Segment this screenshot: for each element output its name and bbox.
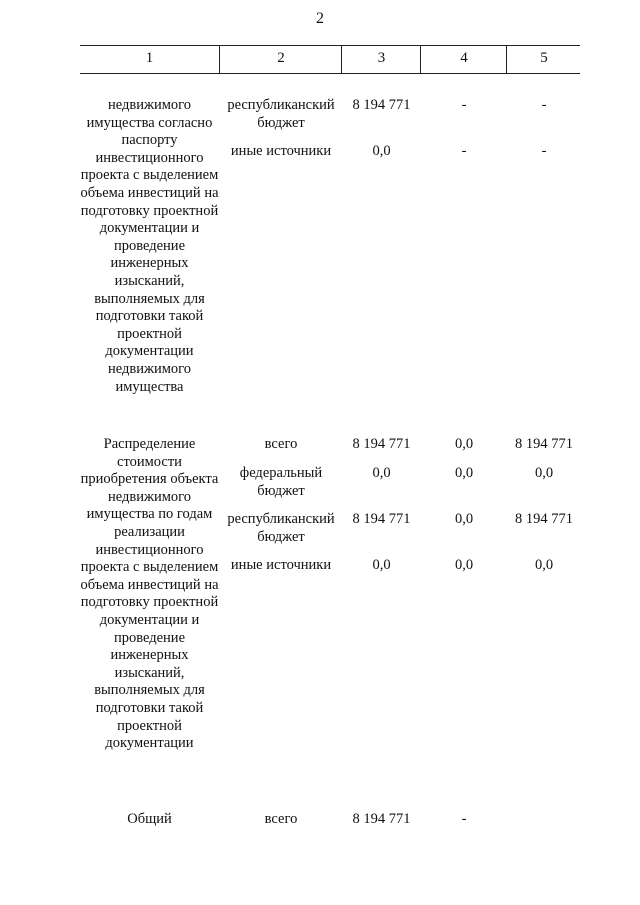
block2-other-col3: 0,0 xyxy=(372,557,391,573)
column-header-3: 3 xyxy=(377,50,386,66)
block2-description: Распределение стоимости приобретения объекта недвижимого имущества по годам реализации инвестиционного проекта с выделением объема инвестиций на подготовку проектной документации и проведение инженерных изысканий, выполняемых для подготовки такой проектной документации xyxy=(80,436,219,752)
header-top-border xyxy=(80,45,580,46)
block1-description: недвижимого имущества согласно паспорту инвестиционного проекта с выделением объема инвестиций на подготовку проектной документации и проведение инженерных изысканий, выполняемых для подготовки такой проектной документации недвижимого имущества xyxy=(80,97,219,395)
column-divider xyxy=(219,45,220,74)
block2-total-col3: 8 194 771 xyxy=(352,436,411,452)
block2-federal-col3: 0,0 xyxy=(372,465,391,481)
column-header-4: 4 xyxy=(460,50,468,66)
page-number: 2 xyxy=(316,10,324,27)
block1-other-col4: - xyxy=(461,143,467,159)
block3-description: Общий xyxy=(127,811,172,827)
block2-republic-col3: 8 194 771 xyxy=(352,511,411,527)
column-header-5: 5 xyxy=(540,50,548,66)
block3-total-col3: 8 194 771 xyxy=(352,811,411,827)
block1-republic-col3: 8 194 771 xyxy=(352,97,411,113)
block2-republic-col5: 8 194 771 xyxy=(515,511,573,527)
block2-federal-col4: 0,0 xyxy=(454,465,474,481)
block2-republic-col4: 0,0 xyxy=(454,511,474,527)
block2-total-col5: 8 194 771 xyxy=(515,436,573,452)
column-divider xyxy=(420,45,421,74)
column-header-1: 1 xyxy=(145,50,154,66)
block1-republic-col5: - xyxy=(541,97,547,113)
block2-other-col4: 0,0 xyxy=(454,557,474,573)
column-divider xyxy=(341,45,342,74)
block1-other-col5: - xyxy=(541,143,547,159)
block3-total-col4: - xyxy=(461,811,467,827)
block2-total-col4: 0,0 xyxy=(454,436,474,452)
block1-other-col3: 0,0 xyxy=(372,143,391,159)
block1-source-republic: республиканский бюджет xyxy=(227,97,335,131)
block2-source-total: всего xyxy=(264,436,298,452)
block2-other-col5: 0,0 xyxy=(534,557,554,573)
block2-source-other: иные источники xyxy=(230,557,332,573)
header-bottom-border xyxy=(80,73,580,74)
block2-federal-col5: 0,0 xyxy=(534,465,554,481)
block1-republic-col4: - xyxy=(461,97,467,113)
column-header-2: 2 xyxy=(277,50,285,66)
block2-source-federal: федеральный бюджет xyxy=(239,465,323,499)
block1-source-other: иные источники xyxy=(230,143,332,159)
column-divider xyxy=(506,45,507,74)
block2-source-republic: республиканский бюджет xyxy=(227,511,335,545)
block3-source-total: всего xyxy=(264,811,298,827)
